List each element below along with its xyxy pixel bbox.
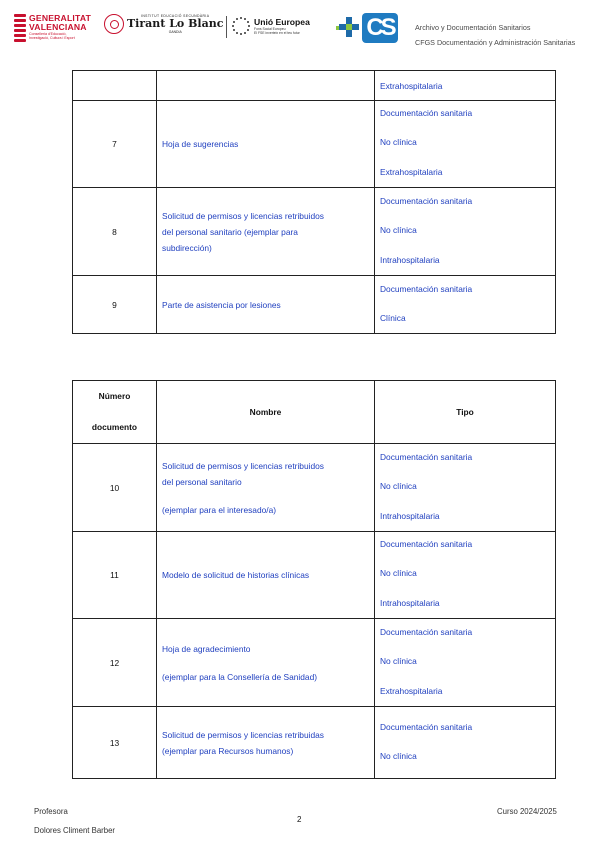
doc-number: 8: [73, 188, 157, 276]
doc-number: [73, 71, 157, 101]
doc-number: 7: [73, 101, 157, 188]
doc-name: [157, 71, 375, 101]
doc-name: Solicitud de permisos y licencias retribuidos del personal sanitario (ejemplar para el interesado/a): [157, 444, 375, 532]
table-row: [73, 707, 556, 779]
tirant-lo-blanc-logo: [104, 14, 223, 34]
doc-number: 11: [73, 532, 157, 619]
generalitat-line1: GENERALITAT: [29, 13, 92, 23]
doc-type: Documentación sanitaria No clínica Extrahospitalaria: [375, 619, 556, 707]
documents-table: [72, 380, 556, 779]
doc-type: Documentación sanitaria No clínica Intrahospitalaria: [375, 444, 556, 532]
doc-type: Documentación sanitaria No clínica: [375, 707, 556, 779]
eu-stars-icon: [232, 17, 250, 35]
health-cross-icon: [339, 17, 359, 37]
generalitat-line2: VALENCIANA: [29, 22, 87, 32]
table-row: [73, 101, 556, 188]
eu-motto: El FSE inverteix en el teu futur: [254, 30, 300, 35]
table-row: [73, 444, 556, 532]
doc-name: Hoja de sugerencias: [157, 101, 375, 188]
table-row: [73, 71, 556, 101]
generalitat-line3: Conselleria d'Educació,: [29, 32, 67, 36]
header-type: Tipo: [375, 381, 556, 444]
doc-number: 10: [73, 444, 157, 532]
header-course-title: Archivo y Documentación Sanitarios: [415, 23, 531, 32]
school-city: GANDIA: [168, 30, 182, 34]
generalitat-line4: Investigació, Cultura i Esport: [29, 36, 75, 41]
eu-logo: [232, 17, 310, 35]
school-name: Tirant Lo Blanc: [127, 17, 224, 30]
doc-name: Modelo de solicitud de historias clínicas: [157, 532, 375, 619]
teacher-name: Dolores Climent Barber: [34, 826, 116, 835]
doc-type: Documentación sanitaria No clínica Extrahospitalaria: [375, 101, 556, 188]
page-number: 2: [297, 815, 302, 824]
doc-name: Hoja de agradecimiento (ejemplar para la Consellería de Sanidad): [157, 619, 375, 707]
cs-logo: CS: [362, 13, 398, 43]
doc-name: Solicitud de permisos y licencias retribuidas (ejemplar para Recursos humanos): [157, 707, 375, 779]
teacher-label: Profesora: [34, 807, 68, 816]
doc-type: Extrahospitalaria: [375, 71, 556, 101]
header-name: Nombre: [157, 381, 375, 444]
doc-name: Parte de asistencia por lesiones: [157, 276, 375, 334]
school-seal-icon: [104, 14, 124, 34]
school-type: INSTITUT EDUCACIÓ SECUNDÀRIA: [140, 14, 210, 18]
course-year: Curso 2024/2025: [497, 807, 557, 816]
table-row: [73, 276, 556, 334]
table-header-row: [73, 381, 556, 444]
generalitat-logo: [14, 14, 91, 42]
documents-table-continued: [72, 70, 556, 334]
doc-type: Documentación sanitaria No clínica Intrahospitalaria: [375, 188, 556, 276]
table-row: [73, 619, 556, 707]
header-cycle-title: CFGS Documentación y Administración Sanitarias: [415, 38, 576, 47]
page-footer: [0, 798, 600, 848]
doc-number: 9: [73, 276, 157, 334]
doc-name: Solicitud de permisos y licencias retribuidos del personal sanitario (ejemplar para subdirección): [157, 188, 375, 276]
header-divider: [226, 16, 227, 38]
table-row: [73, 188, 556, 276]
doc-number: 13: [73, 707, 157, 779]
eu-fund: Fons Social Europeu: [254, 26, 286, 31]
doc-number: 12: [73, 619, 157, 707]
generalitat-crest-icon: [14, 14, 26, 42]
header-number: Número documento: [73, 381, 157, 444]
doc-type: Documentación sanitaria No clínica Intrahospitalaria: [375, 532, 556, 619]
page-header: [0, 0, 600, 56]
table-row: [73, 532, 556, 619]
eu-name: Unió Europea: [254, 16, 310, 27]
doc-type: Documentación sanitaria Clínica: [375, 276, 556, 334]
